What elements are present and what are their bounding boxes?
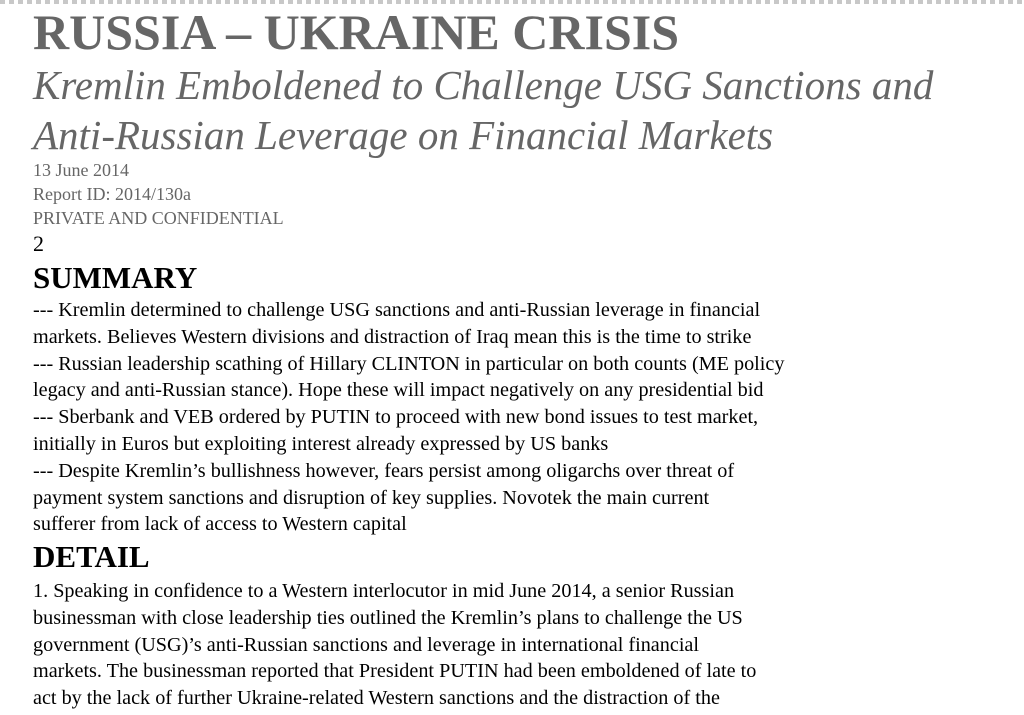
detail-line: 1. Speaking in confidence to a Western interlocutor in mid June 2014, a senior Russian (33, 580, 735, 602)
summary-line: --- Kremlin determined to challenge USG sanctions and anti-Russian leverage in financial (33, 299, 761, 321)
subtitle-line: Anti-Russian Leverage on Financial Markets (33, 112, 774, 158)
report-classification: PRIVATE AND CONFIDENTIAL (33, 208, 284, 228)
detail-body (33, 578, 913, 712)
summary-line: payment system sanctions and disruption of key supplies. Novotek the main current (33, 486, 710, 509)
subtitle-line: Kremlin Emboldened to Challenge USG Sanctions and (33, 62, 934, 108)
detail-line: businessman with close leadership ties outlined the Kremlin’s plans to challenge the US (33, 606, 743, 629)
detail-line: markets. The businessman reported that President PUTIN had been emboldened of late to (33, 660, 757, 683)
summary-line: --- Sberbank and VEB ordered by PUTIN to proceed with new bond issues to test market, (33, 406, 759, 429)
summary-line: --- Russian leadership scathing of Hillary CLINTON in particular on both counts (ME policy (33, 352, 785, 375)
detail-line: government (USG)’s anti-Russian sanctions and leverage in international financial (33, 633, 699, 656)
page-number: 2 (33, 231, 44, 256)
report-id: Report ID: 2014/130a (33, 184, 191, 204)
summary-line: initially in Euros but exploiting interest already expressed by US banks (33, 432, 609, 455)
report-metadata (33, 158, 284, 230)
summary-line: sufferer from lack of access to Western capital (33, 513, 407, 536)
detail-heading: DETAIL (33, 539, 150, 574)
summary-line: markets. Believes Western divisions and distraction of Iraq mean this is the time to strike (33, 325, 752, 348)
report-title: RUSSIA – UKRAINE CRISIS (33, 4, 680, 60)
report-date: 13 June 2014 (33, 160, 129, 180)
report-subtitle (33, 60, 993, 160)
summary-heading: SUMMARY (33, 260, 198, 295)
summary-body (33, 297, 913, 538)
detail-line: act by the lack of further Ukraine-related Western sanctions and the distraction of the (33, 687, 720, 710)
summary-line: --- Despite Kremlin’s bullishness however, fears persist among oligarchs over threat of (33, 459, 735, 482)
summary-line: legacy and anti-Russian stance). Hope these will impact negatively on any presidential bid (33, 379, 764, 402)
